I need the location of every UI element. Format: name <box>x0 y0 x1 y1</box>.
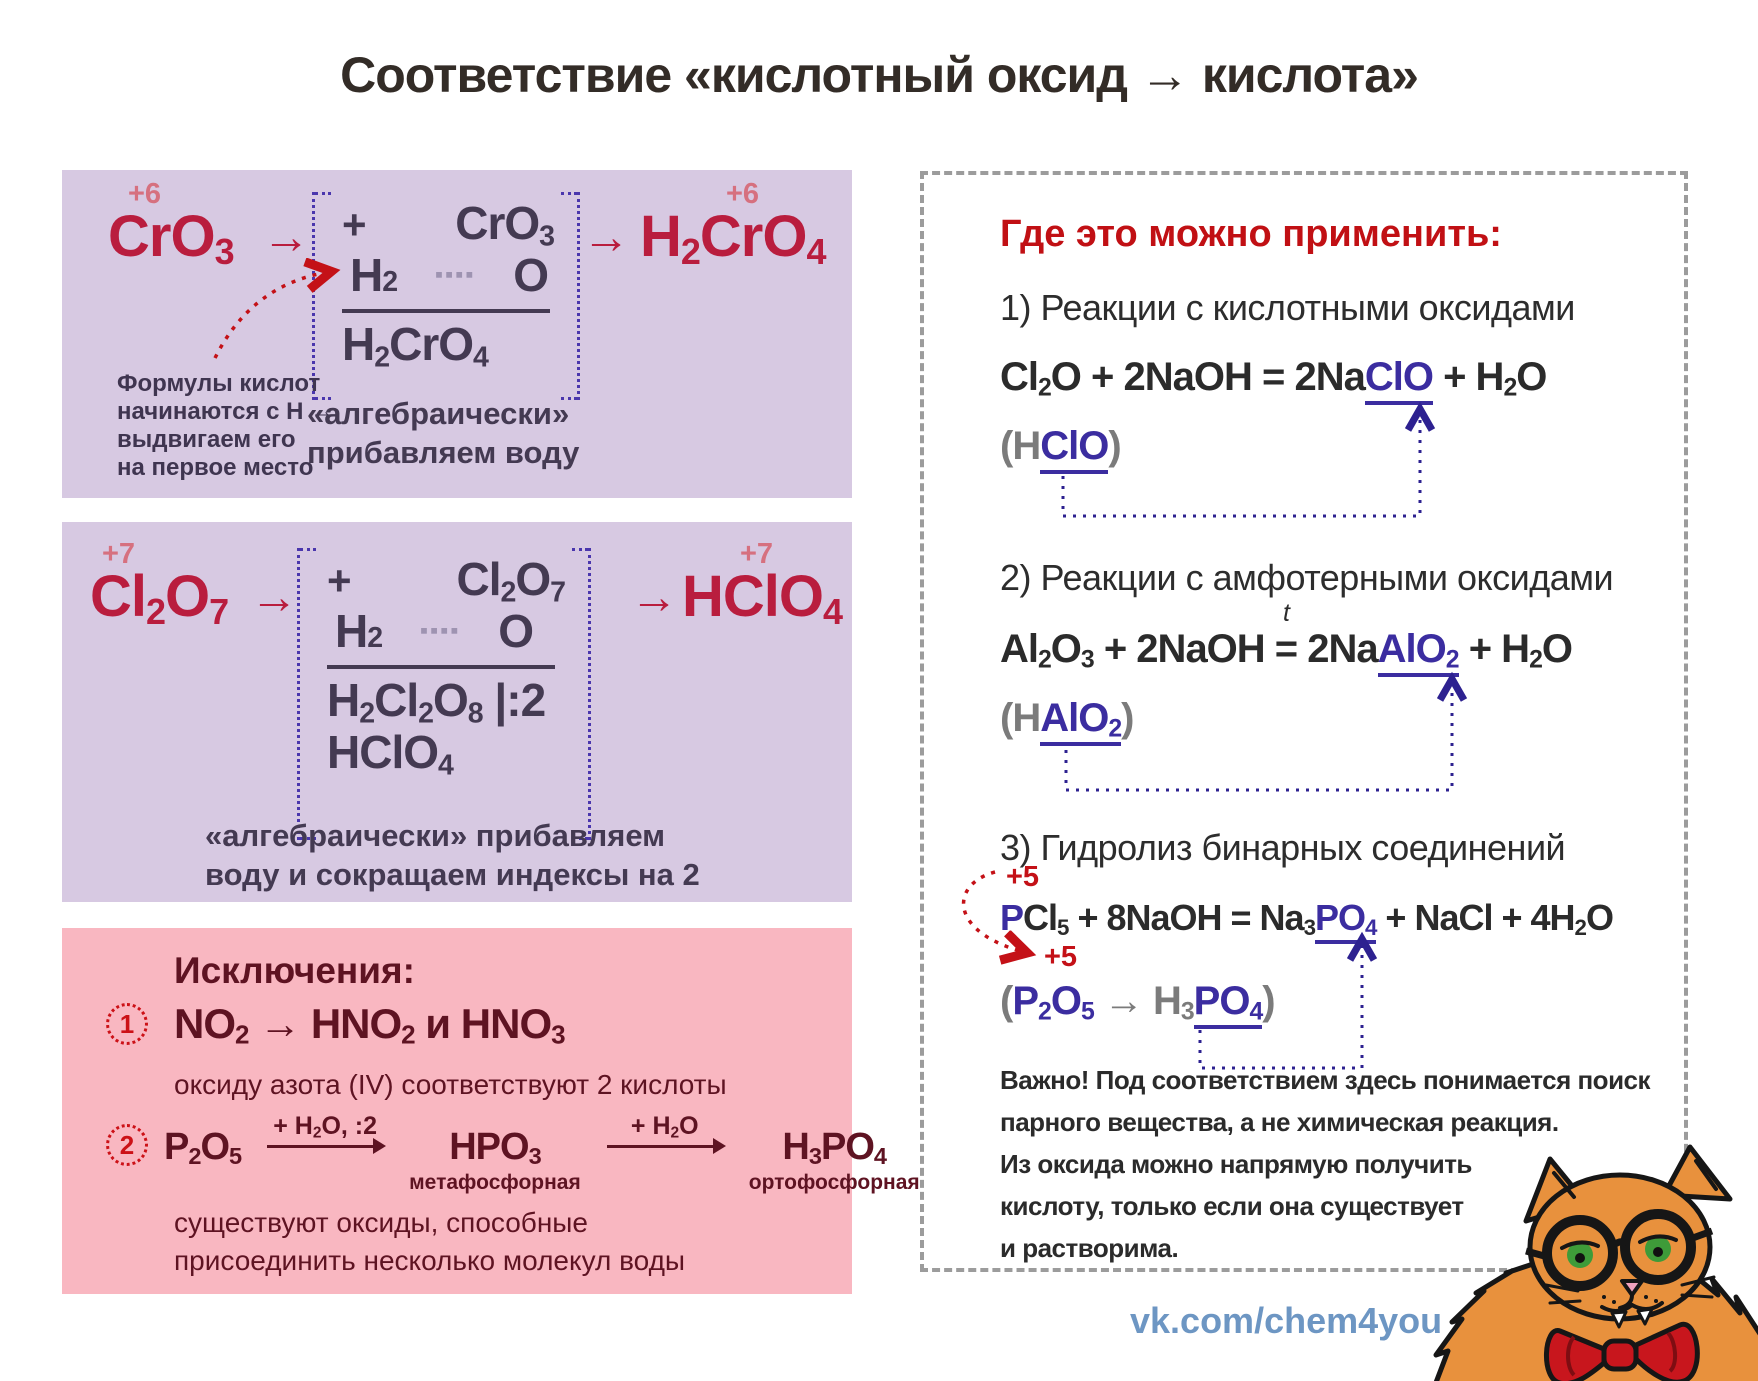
vk-link[interactable]: vk.com/chem4you <box>1130 1300 1443 1341</box>
exception-item <box>106 1112 920 1195</box>
reaction-step <box>267 1112 383 1148</box>
sum-formula: $H_2CrO_4$ <box>342 318 488 374</box>
hint-note: Формулы кислот начинаются с H → выдвигаем его на первое место <box>117 370 335 481</box>
applications-panel <box>920 171 1688 1272</box>
sum-line <box>342 309 550 313</box>
section2-title: 2) Реакции с амфотерными оксидами <box>1000 557 1614 598</box>
reaction-condition-label: + $H_2O$, :2 <box>273 1112 378 1142</box>
acid-formula: $H_2CrO_4$ <box>640 204 826 272</box>
addend-oxide: CrO$_3$ <box>455 197 554 253</box>
plus-sign: + <box>327 557 351 604</box>
section3-derivation: $(P_2O_5 \to H_3PO_4)$ <box>1000 979 1275 1024</box>
product-with-caption <box>749 1112 920 1195</box>
reaction-arrow-icon <box>267 1145 383 1148</box>
acid-formula: HClO$_4$ <box>682 564 842 632</box>
addition-row <box>327 553 565 609</box>
reagent-formula: $P_2O_5$ <box>164 1126 242 1170</box>
reaction-condition-label: + $H_2O$ <box>630 1112 699 1142</box>
arrow-right-icon: → <box>250 571 297 624</box>
method-caption: «алгебраически» прибавляем воду <box>307 396 580 470</box>
product-formula: $H_3PO_4$ <box>782 1126 886 1170</box>
section1-derivation: (HClO) <box>1000 424 1121 469</box>
exception-formula: $NO_2 \to HNO_2$ и $HNO_3$ <box>174 1000 565 1050</box>
section1-title: 1) Реакции с кислотными оксидами <box>1000 287 1575 328</box>
section2-equation: $Al_2O_3$ + 2NaOH = t 2NaAlO$_2$ + $H_2O$ <box>1000 627 1572 672</box>
page-title: Соответствие «кислотный оксид → кислота» <box>340 47 1418 103</box>
item-number-badge: 2 <box>106 1124 148 1166</box>
oxidation-state-label: +6 <box>726 178 760 210</box>
exceptions-header: Исключения: <box>174 950 415 991</box>
rule-box-cl2o7 <box>62 522 852 902</box>
bracket-right-icon <box>564 192 580 400</box>
exception-note: существуют оксиды, способные присоединить несколько молекул воды <box>174 1207 686 1276</box>
bracket-right-icon <box>575 548 591 840</box>
section1-equation: $Cl_2O$ + 2NaOH = 2NaClO + $H_2O$ <box>1000 355 1546 400</box>
plus-sign: + <box>342 201 366 248</box>
arrow-right-icon: → <box>582 211 629 264</box>
addend-oxide: $Cl_2O_7$ <box>456 553 565 609</box>
acid-name-label: ортофосфорная <box>748 1171 920 1194</box>
oxidation-state-label: +7 <box>740 538 774 570</box>
section2-derivation: (HAlO$_2$) <box>1000 696 1133 741</box>
bracket-left-icon <box>312 192 328 400</box>
item-number-badge: 1 <box>106 1003 148 1045</box>
product-formula: $HPO_3$ <box>449 1126 541 1170</box>
reduced-acid-formula: HClO$_4$ <box>327 725 453 781</box>
section3-title: 3) Гидролиз бинарных соединений <box>1000 827 1566 868</box>
oxidation-state-label: +5 <box>1006 861 1040 893</box>
reaction-arrow-icon <box>607 1145 723 1148</box>
arrow-right-icon: → <box>630 571 677 624</box>
reaction-step <box>607 1112 723 1148</box>
oxide-formula: $Cl_2O_7$ <box>90 564 229 632</box>
oxidation-state-label: +5 <box>1044 941 1078 973</box>
acid-name-label: метафосфорная <box>409 1171 581 1194</box>
section3-equation: PCl$_5$ + 8NaOH = $Na_3PO_4$ + NaCl + $4H_2O$ <box>1000 897 1613 939</box>
oxide-formula: CrO$_3$ <box>108 204 234 272</box>
bracket-left-icon <box>297 548 313 840</box>
panel-heading: Где это можно применить: <box>1000 213 1502 255</box>
water-addition-bracket <box>297 548 591 840</box>
addition-row <box>342 197 554 253</box>
sum-line <box>327 665 555 669</box>
addend-water: H 2 ▪▪▪▪ O <box>350 248 548 301</box>
oxidation-state-label: +7 <box>102 538 136 570</box>
rule-box-cro3 <box>62 170 852 498</box>
product-with-caption <box>409 1112 581 1195</box>
method-caption: «алгебраически» прибавляем воду и сокращаем индексы на 2 <box>205 818 700 892</box>
arrow-right-icon: → <box>262 211 309 264</box>
sum-formula: $H_2Cl_2O_8$ |:2 <box>327 674 546 730</box>
cat-mascot-illustration <box>1428 1141 1758 1381</box>
oxidation-state-label: +6 <box>128 178 162 210</box>
important-note: Важно! Под соответствием здесь понимается поиск парного вещества, а не химическая реакция. Из оксида можно напрямую получить кислоту, только если она существует и растворима. <box>1000 1065 1651 1263</box>
exception-note: оксиду азота (IV) соответствуют 2 кислоты <box>174 1069 727 1100</box>
exceptions-box <box>62 928 920 1294</box>
exception-item <box>106 1000 565 1048</box>
water-addition-bracket <box>312 192 580 400</box>
addend-water: H 2 ▪▪▪▪ O <box>335 604 533 657</box>
